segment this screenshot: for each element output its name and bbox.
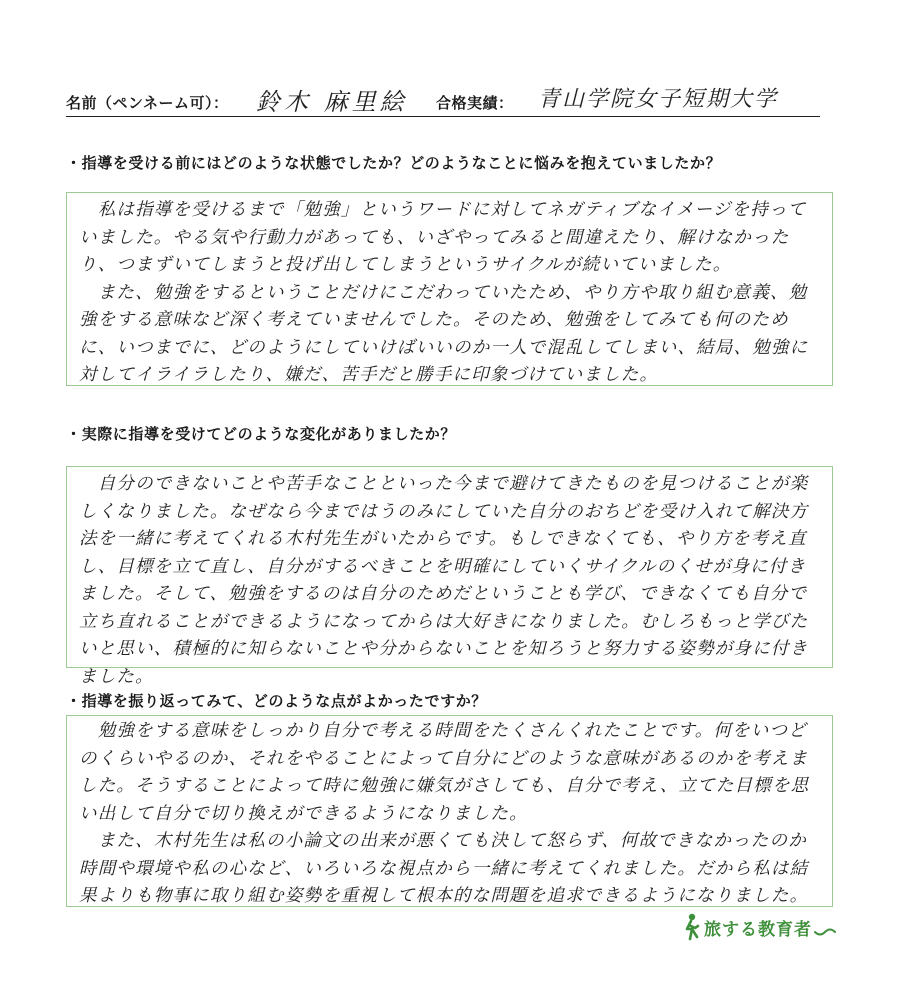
logo-swoosh xyxy=(814,926,836,938)
brand-logo xyxy=(680,910,830,944)
answer-text-2: 自分のできないことや苦手なことといった今まで避けてきたものを見つけることが楽しくなりました。なぜなら今まではうのみにしていた自分のおちどを受け入れて解決方法を一緒に考えてくれる木村先生がいたからです。もしできなくても、やり方を考え直し、目標を立て直し、自分がするべきことを明確にしていくサイクルのくせが身に付きました。そして、勉強をするのは自分のためだということも学び、できなくても自分で立ち直れることができるようになってからは大好きになりました。むしろもっと学びたいと思い、積極的に知らないことや分からないことを知ろうと努力する姿勢が身に付きました。 xyxy=(79,474,809,687)
answer-box-3 xyxy=(66,715,833,907)
name-label: 名前（ペンネーム可）： xyxy=(66,94,229,112)
logo-text: 旅する教育者 xyxy=(704,919,812,940)
question-1: ・指導を受ける前にはどのような状態でしたか？どのようなことに悩みを抱えていましたか？ xyxy=(66,154,722,172)
name-value: 鈴木 麻里絵 xyxy=(256,88,408,116)
achievement-label: 合格実績： xyxy=(436,94,514,112)
header-row xyxy=(66,80,820,117)
question-2: ・実際に指導を受けてどのような変化がありましたか？ xyxy=(66,425,457,443)
answer-box-1 xyxy=(66,192,833,386)
question-3: ・指導を振り返ってみて、どのような点がよかったですか？ xyxy=(66,692,487,710)
answer-box-2 xyxy=(66,466,833,687)
answer-text-3: 勉強をする意味をしっかり自分で考える時間をたくさんくれたことです。何をいつどのくらいやるのか、それをやることによって自分にどのような意味があるのかを考えました。そうすることによって時に勉強に嫌気がさしても、自分で考え、立てた目標を思い出して自分で切り換えができるようになりました。 また、木村先生は私の小論文の出来が悪くても決して怒らず、何故できなかったのか時間や環境や私の心など、いろいろな視点から一緒に考えてくれました。だから私は結果よりも物事に取り組む姿勢を重視して根本的な問題を追求できるようになりました。 xyxy=(79,721,810,906)
walking-person-icon xyxy=(680,913,702,941)
answer-text-1: 私は指導を受けるまで「勉強」というワードに対してネガティブなイメージを持っていました。やる気や行動力があっても、いざやってみると間違えたり、解けなかったり、つまずいてしまうと投げ出してしまうというサイクルが続いていました。 また、勉強をするということだけにこだわっていたため、やり方や取り組む意義、勉強をする意味など深く考えていませんでした。そのため、勉強をしてみても何のために、いつまでに、どのようにしていけばいいのか一人で混乱してしまい、結局、勉強に対してイライラしたり、嫌だ、苦手だと勝手に印象づけていました。 xyxy=(79,200,809,385)
achievement-value: 青山学院女子短期大学 xyxy=(538,87,779,112)
